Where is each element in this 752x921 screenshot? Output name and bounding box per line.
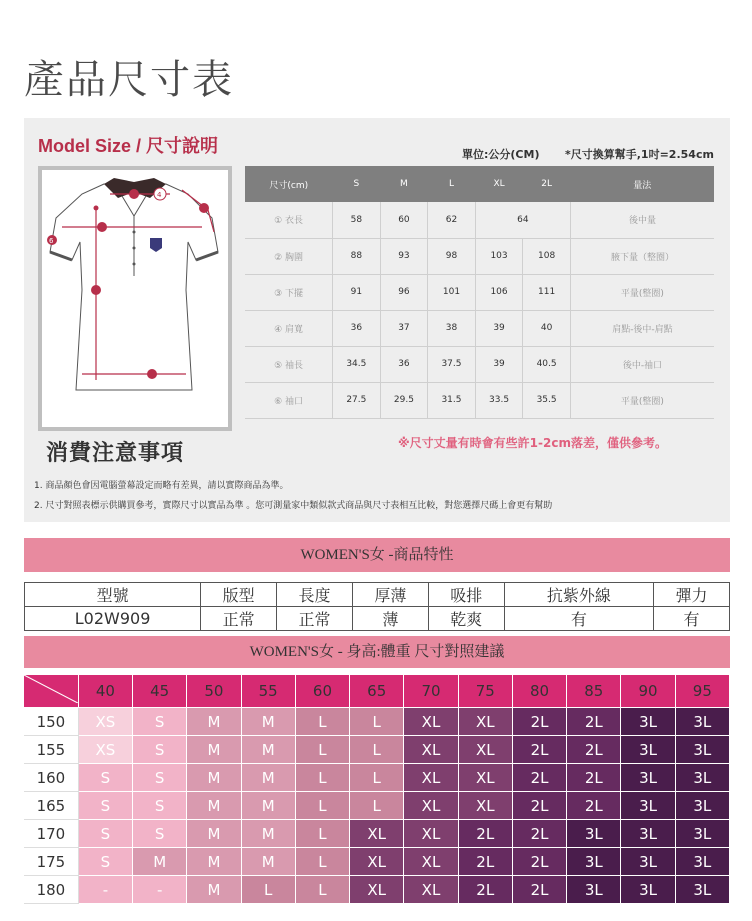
size-cell: M <box>241 736 295 764</box>
cell: 36 <box>380 346 428 382</box>
size-cell: S <box>133 792 187 820</box>
feature-header: 型號 <box>25 583 201 607</box>
size-cell: M <box>241 820 295 848</box>
recommend-row <box>24 708 730 736</box>
features-value-row <box>25 607 730 631</box>
size-table-row <box>245 274 714 310</box>
feature-header: 抗紫外線 <box>504 583 653 607</box>
size-table <box>245 166 714 419</box>
cell: 91 <box>333 274 381 310</box>
weight-header: 40 <box>78 675 132 708</box>
size-table-row <box>245 202 714 238</box>
size-cell: - <box>78 876 132 904</box>
weight-header: 85 <box>567 675 621 708</box>
feature-value: 薄 <box>352 607 428 631</box>
height-label: 160 <box>24 764 78 792</box>
size-cell: 3L <box>675 764 729 792</box>
size-cell: 3L <box>621 736 675 764</box>
size-cell: M <box>187 820 241 848</box>
size-cell: XL <box>350 820 404 848</box>
height-label: 175 <box>24 848 78 876</box>
size-cell: S <box>78 792 132 820</box>
method-cell: 後中量 <box>570 202 714 238</box>
features-header-row <box>25 583 730 607</box>
size-cell: L <box>295 820 349 848</box>
cell: 31.5 <box>428 382 476 418</box>
feature-header: 吸排 <box>428 583 504 607</box>
cell: 108 <box>523 238 571 274</box>
size-cell: XL <box>350 848 404 876</box>
size-cell: M <box>187 848 241 876</box>
features-table <box>24 582 730 631</box>
feature-header: 彈力 <box>654 583 730 607</box>
size-cell: 2L <box>512 736 566 764</box>
size-cell: 3L <box>621 876 675 904</box>
unit-note: 單位:公分(CM) <box>462 148 540 161</box>
corner-cell <box>24 675 78 708</box>
size-cell: 2L <box>458 820 512 848</box>
size-cell: XL <box>404 736 458 764</box>
size-cell: XL <box>458 792 512 820</box>
size-cell: 2L <box>567 736 621 764</box>
polo-shirt-illustration <box>42 170 228 427</box>
cell: 64 <box>475 202 570 238</box>
row-label: ⑤ 袖長 <box>245 346 333 382</box>
height-label: 165 <box>24 792 78 820</box>
care-warning: ※尺寸丈量有時會有些許1-2cm落差，僅供參考。 <box>398 436 667 450</box>
size-cell: 3L <box>621 764 675 792</box>
size-cell: 3L <box>621 708 675 736</box>
size-table-row <box>245 382 714 418</box>
cell: 27.5 <box>333 382 381 418</box>
size-cell: 2L <box>512 792 566 820</box>
size-col-header: 尺寸(cm) <box>245 166 333 202</box>
size-cell: 2L <box>458 848 512 876</box>
size-cell: 2L <box>512 848 566 876</box>
cell: 96 <box>380 274 428 310</box>
cell: 39 <box>475 346 523 382</box>
method-cell: 腋下量（整圈） <box>570 238 714 274</box>
size-cell: L <box>350 792 404 820</box>
page-title: 產品尺寸表 <box>24 57 234 103</box>
recommend-header-row <box>24 675 730 708</box>
size-cell: 2L <box>567 792 621 820</box>
row-label: ② 胸圍 <box>245 238 333 274</box>
size-col-header: 量法 <box>570 166 714 202</box>
size-cell: S <box>133 820 187 848</box>
size-cell: L <box>295 736 349 764</box>
size-table-row <box>245 310 714 346</box>
size-cell: XS <box>78 736 132 764</box>
size-cell: S <box>78 764 132 792</box>
size-cell: 3L <box>675 848 729 876</box>
size-cell: 3L <box>621 792 675 820</box>
height-label: 150 <box>24 708 78 736</box>
weight-header: 60 <box>295 675 349 708</box>
feature-value: 乾爽 <box>428 607 504 631</box>
height-label: 180 <box>24 876 78 904</box>
size-cell: 3L <box>621 848 675 876</box>
cell: 36 <box>333 310 381 346</box>
cell: 33.5 <box>475 382 523 418</box>
conversion-note: *尺寸換算幫手,1吋=2.54cm <box>565 148 714 161</box>
size-cell: 2L <box>512 876 566 904</box>
size-cell: S <box>133 708 187 736</box>
recommend-row <box>24 736 730 764</box>
size-cell: S <box>78 848 132 876</box>
recommend-row <box>24 764 730 792</box>
size-cell: 3L <box>621 820 675 848</box>
size-cell: 3L <box>567 820 621 848</box>
size-cell: 2L <box>512 820 566 848</box>
height-label: 155 <box>24 736 78 764</box>
cell: 35.5 <box>523 382 571 418</box>
cell: 38 <box>428 310 476 346</box>
size-cell: M <box>187 792 241 820</box>
size-cell: M <box>241 708 295 736</box>
size-chart-panel <box>24 118 730 522</box>
size-cell: XL <box>458 764 512 792</box>
size-cell: L <box>350 736 404 764</box>
features-banner: WOMEN'S女 -商品特性 <box>24 538 730 572</box>
cell: 40.5 <box>523 346 571 382</box>
feature-value: 正常 <box>201 607 277 631</box>
cell: 111 <box>523 274 571 310</box>
feature-value: 有 <box>654 607 730 631</box>
size-cell: 3L <box>567 876 621 904</box>
size-cell: L <box>295 876 349 904</box>
size-cell: XS <box>78 708 132 736</box>
size-cell: XL <box>404 848 458 876</box>
feature-header: 厚薄 <box>352 583 428 607</box>
weight-header: 75 <box>458 675 512 708</box>
care-line: 1. 商品顏色會因電腦螢幕設定而略有差異，請以實際商品為準。 <box>34 481 289 491</box>
weight-header: 70 <box>404 675 458 708</box>
weight-header: 80 <box>512 675 566 708</box>
size-cell: L <box>295 792 349 820</box>
size-cell: 3L <box>675 876 729 904</box>
care-line: 2. 尺寸對照表標示供購買參考，實際尺寸以實品為準 。您可測量家中類似款式商品與尺寸表相互比較，對您選擇尺碼上會更有幫助 <box>34 501 553 511</box>
size-cell: 2L <box>512 708 566 736</box>
recommend-row <box>24 876 730 904</box>
cell: 101 <box>428 274 476 310</box>
size-cell: L <box>295 764 349 792</box>
size-cell: L <box>295 708 349 736</box>
weight-header: 65 <box>350 675 404 708</box>
care-title: 消費注意事項 <box>46 441 185 466</box>
size-cell: XL <box>404 820 458 848</box>
cell: 103 <box>475 238 523 274</box>
cell: 34.5 <box>333 346 381 382</box>
size-cell: M <box>241 764 295 792</box>
size-cell: M <box>187 736 241 764</box>
size-col-header: M <box>380 166 428 202</box>
weight-header: 90 <box>621 675 675 708</box>
feature-value: 有 <box>504 607 653 631</box>
cell: 37 <box>380 310 428 346</box>
size-cell: M <box>241 792 295 820</box>
method-cell: 後中-袖口 <box>570 346 714 382</box>
weight-header: 50 <box>187 675 241 708</box>
recommend-row <box>24 820 730 848</box>
cell: 93 <box>380 238 428 274</box>
cell: 40 <box>523 310 571 346</box>
size-cell: XL <box>458 736 512 764</box>
cell: 37.5 <box>428 346 476 382</box>
svg-text:6: 6 <box>49 237 54 245</box>
size-cell: 2L <box>567 708 621 736</box>
size-cell: 3L <box>675 820 729 848</box>
method-cell: 平量(整圈) <box>570 274 714 310</box>
size-cell: M <box>187 708 241 736</box>
size-cell: M <box>241 848 295 876</box>
size-table-row <box>245 346 714 382</box>
cell: 106 <box>475 274 523 310</box>
feature-value: 正常 <box>277 607 353 631</box>
size-cell: 3L <box>675 708 729 736</box>
size-cell: S <box>78 820 132 848</box>
shirt-diagram <box>38 166 232 431</box>
method-cell: 平量(整圈) <box>570 382 714 418</box>
size-table-header <box>245 166 714 202</box>
method-cell: 肩點-後中-肩點 <box>570 310 714 346</box>
model-size-heading: Model Size / 尺寸說明 <box>38 136 219 156</box>
diagonal-divider-icon <box>24 675 78 703</box>
size-cell: 2L <box>512 764 566 792</box>
size-col-header: 2L <box>523 166 571 202</box>
size-cell: 2L <box>458 876 512 904</box>
size-table-row <box>245 238 714 274</box>
size-cell: S <box>133 736 187 764</box>
row-label: ① 衣長 <box>245 202 333 238</box>
row-label: ④ 肩寬 <box>245 310 333 346</box>
size-col-header: XL <box>475 166 523 202</box>
cell: 88 <box>333 238 381 274</box>
size-cell: S <box>133 764 187 792</box>
row-label: ⑥ 袖口 <box>245 382 333 418</box>
cell: 29.5 <box>380 382 428 418</box>
cell: 58 <box>333 202 381 238</box>
cell: 62 <box>428 202 476 238</box>
size-cell: 3L <box>567 848 621 876</box>
size-cell: L <box>350 708 404 736</box>
feature-value: L02W909 <box>25 607 201 631</box>
cell: 98 <box>428 238 476 274</box>
size-cell: M <box>133 848 187 876</box>
size-cell: 2L <box>567 764 621 792</box>
feature-header: 版型 <box>201 583 277 607</box>
recommend-row <box>24 792 730 820</box>
size-col-header: L <box>428 166 476 202</box>
size-cell: L <box>295 848 349 876</box>
size-cell: 3L <box>675 792 729 820</box>
size-cell: L <box>241 876 295 904</box>
size-cell: XL <box>350 876 404 904</box>
row-label: ③ 下擺 <box>245 274 333 310</box>
size-cell: XL <box>404 876 458 904</box>
cell: 60 <box>380 202 428 238</box>
recommend-row <box>24 848 730 876</box>
size-cell: - <box>133 876 187 904</box>
weight-header: 45 <box>133 675 187 708</box>
cell: 39 <box>475 310 523 346</box>
height-label: 170 <box>24 820 78 848</box>
recommend-banner: WOMEN'S女 - 身高:體重 尺寸對照建議 <box>24 636 730 668</box>
size-cell: XL <box>404 708 458 736</box>
size-cell: L <box>350 764 404 792</box>
size-cell: 3L <box>675 736 729 764</box>
size-cell: M <box>187 876 241 904</box>
svg-text:4: 4 <box>157 191 162 199</box>
size-col-header: S <box>333 166 381 202</box>
size-cell: XL <box>458 708 512 736</box>
weight-header: 55 <box>241 675 295 708</box>
size-cell: M <box>187 764 241 792</box>
size-cell: XL <box>404 764 458 792</box>
feature-header: 長度 <box>277 583 353 607</box>
weight-header: 95 <box>675 675 729 708</box>
recommend-table <box>24 675 730 904</box>
size-cell: XL <box>404 792 458 820</box>
